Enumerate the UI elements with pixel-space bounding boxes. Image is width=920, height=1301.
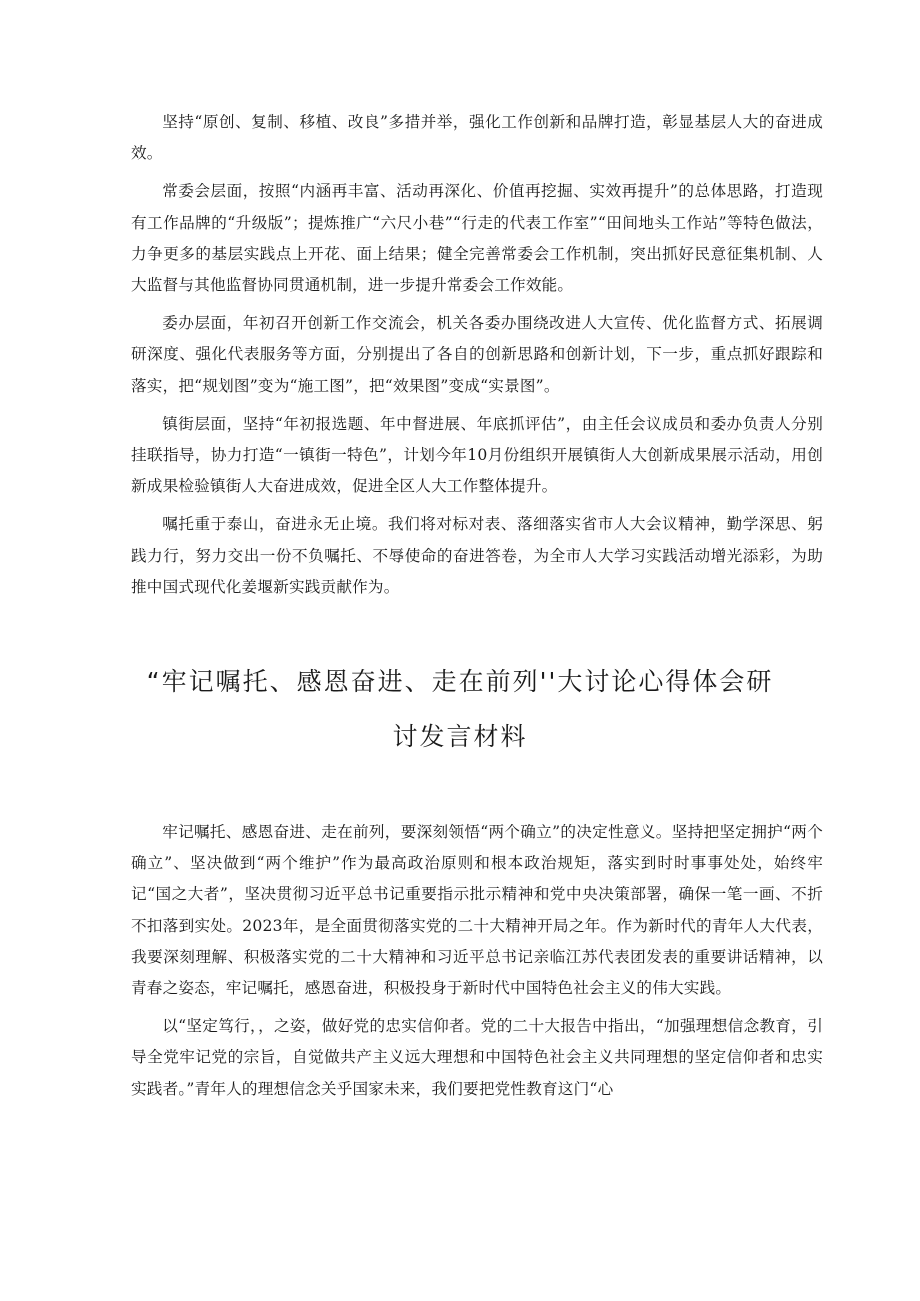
document-title-line-2: 讨发言材料 (392, 722, 528, 751)
paragraph: 以“坚定笃行，，之姿，做好党的忠实信仰者。党的二十大报告中指出，“加强理想信念教育，引导全党牢记党的宗旨，自觉做共产主义远大理想和中国特色社会主义共同理想的坚定信仰者和忠实实践者。”青年人的理想信念关乎国家未来，我们要把党性教育这门“心 (131, 1017, 823, 1098)
paragraph: 委办层面，年初召开创新工作交流会，机关各委办围绕改进人大宣传、优化监督方式、拓展调研深度、强化代表服务等方面，分别提出了各自的创新思路和创新计划，下一步，重点抓好跟踪和落实，把“规划图”变为“施工图”，把“效果图”变成“实景图”。 (131, 314, 823, 395)
section-2-body (131, 817, 823, 1112)
section-1-body (131, 107, 823, 610)
paragraph: 常委会层面，按照“内涵再丰富、活动再深化、价值再挖掘、实效再提升”的总体思路，打造现有工作品牌的“升级版”；提炼推广“六尺小巷”“行走的代表工作室”“田间地头工作站”等特色做法，力争更多的基层实践点上开花、面上结果；健全完善常委会工作机制，突出抓好民意征集机制、人大监督与其他监督协同贯通机制，进一步提升常委会工作效能。 (131, 182, 823, 295)
paragraph: 嘱托重于泰山，奋进永无止境。我们将对标对表、落细落实省市人大会议精神，勤学深思、躬践力行，努力交出一份不负嘱托、不辱使命的奋进答卷，为全市人大学习实践活动增光添彩，为助推中国式现代化姜堰新实践贡献作为。 (131, 515, 823, 596)
paragraph: 镇街层面，坚持“年初报选题、年中督进展、年底抓评估”，由主任会议成员和委办负责人分别挂联指导，协力打造“一镇街一特色”，计划今年10月份组织开展镇街人大创新成果展示活动，用创新成果检验镇街人大奋进成效，促进全区人大工作整体提升。 (131, 414, 823, 496)
paragraph: 牢记嘱托、感恩奋进、走在前列，要深刻领悟“两个确立”的决定性意义。坚持把坚定拥护“两个确立”、坚决做到“两个维护”作为最高政治原则和根本政治规矩，落实到时时事事处处，始终牢记“国之大者”，坚决贯彻习近平总书记重要指示批示精神和党中央决策部署，确保一笔一画、不折不扣落到实处。2023年，是全面贯彻落实党的二十大精神开局之年。作为新时代的青年人大代表，我要深刻理解、积极落实党的二十大精神和习近平总书记亲临江苏代表团发表的重要讲话精神，以青春之姿态，牢记嘱托，感恩奋进，积极投身于新时代中国特色社会主义的伟大实践。 (131, 823, 823, 998)
paragraph: 坚持“原创、复制、移植、改良”多措并举，强化工作创新和品牌打造，彰显基层人大的奋进成效。 (131, 113, 823, 163)
document-title-line-1: “牢记嘱托、感恩奋进、走在前列''大讨论心得体会研 (146, 667, 774, 696)
